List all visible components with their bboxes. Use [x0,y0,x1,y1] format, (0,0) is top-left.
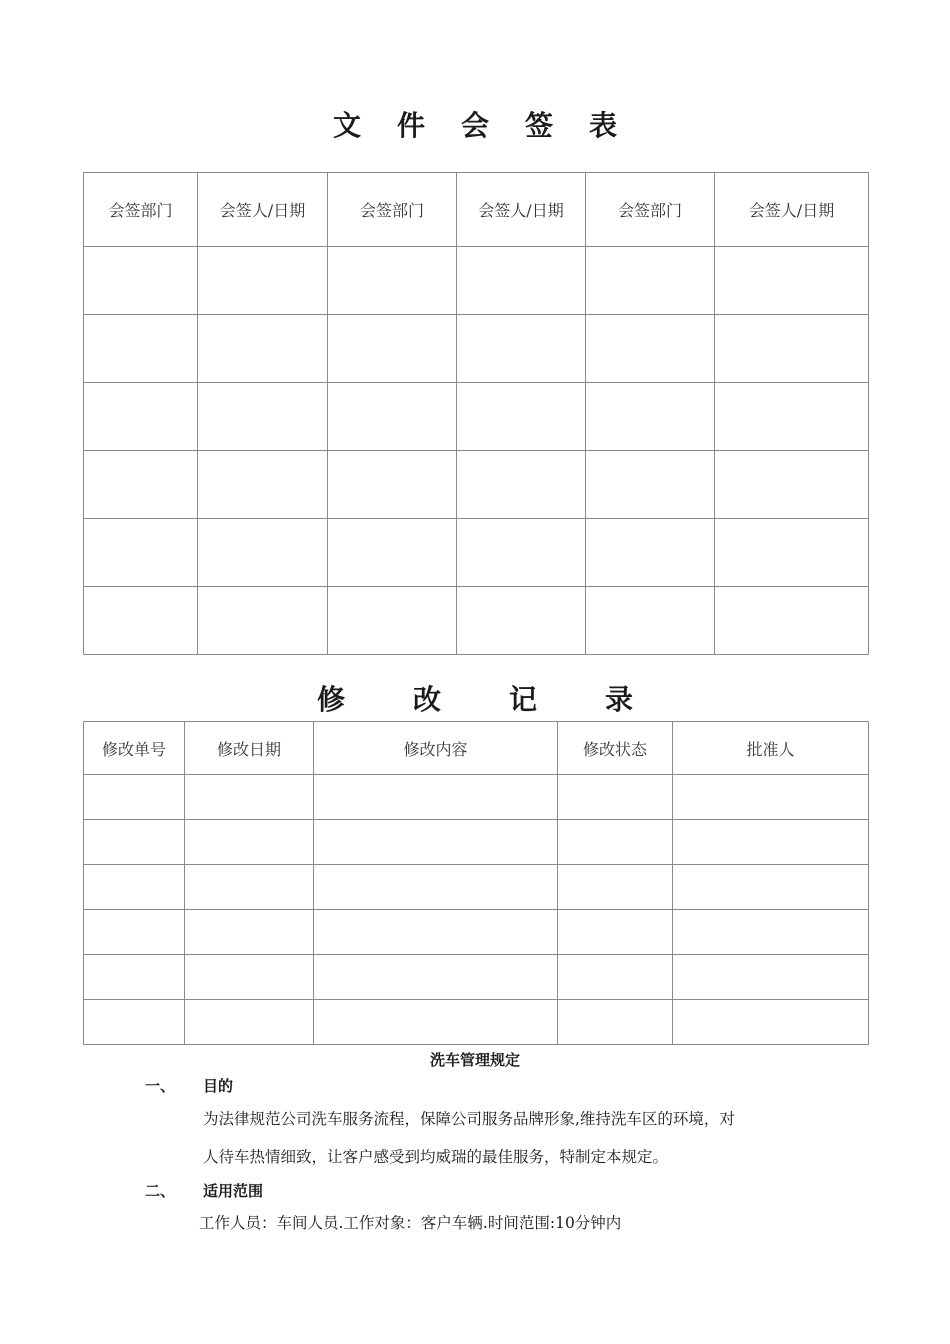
title-char: 改 [412,683,441,716]
table-cell[interactable] [328,587,457,655]
table-cell[interactable] [715,315,869,383]
table-cell[interactable] [84,955,185,1000]
table-cell[interactable] [558,910,673,955]
column-header: 会签人/日期 [198,173,328,247]
column-header: 会签部门 [586,173,715,247]
table-cell[interactable] [457,383,586,451]
table-cell[interactable] [84,383,198,451]
table-cell[interactable] [558,1000,673,1045]
table-row [84,587,869,655]
countersign-table [83,172,869,655]
table-row [84,451,869,519]
table-cell[interactable] [673,865,869,910]
table-row [84,910,869,955]
table-cell[interactable] [715,519,869,587]
column-header: 会签部门 [84,173,198,247]
sign-table-title [0,104,950,144]
table-row [84,315,869,383]
table-cell[interactable] [185,955,314,1000]
column-header: 会签人/日期 [715,173,869,247]
table-cell[interactable] [84,315,198,383]
title-char: 表 [589,109,618,142]
table-cell[interactable] [84,247,198,315]
table-cell[interactable] [457,247,586,315]
table-cell[interactable] [457,519,586,587]
column-header: 修改内容 [314,722,558,775]
table-cell[interactable] [84,820,185,865]
table-cell[interactable] [586,247,715,315]
table-row [84,383,869,451]
table-cell[interactable] [558,865,673,910]
paragraph-line: 为法律规范公司洗车服务流程，保障公司服务品牌形象,维持洗车区的环境，对 [203,1110,735,1128]
table-cell[interactable] [558,955,673,1000]
table-cell[interactable] [586,383,715,451]
table-cell[interactable] [84,865,185,910]
table-row [84,865,869,910]
section-title: 适用范围 [203,1182,264,1200]
title-char: 修 [316,683,345,716]
table-cell[interactable] [84,587,198,655]
paragraph-line: 工作人员：车间人员.工作对象：客户车辆.时间范围:10分钟内 [199,1214,622,1232]
table-cell[interactable] [673,955,869,1000]
table-cell[interactable] [185,820,314,865]
title-char: 件 [396,109,425,142]
title-char: 会 [460,109,489,142]
section-number: 一、 [145,1077,176,1095]
table-cell[interactable] [198,315,328,383]
table-cell[interactable] [586,451,715,519]
title-char: 签 [525,109,554,142]
header-row [84,173,869,247]
table-cell[interactable] [314,910,558,955]
table-cell[interactable] [715,383,869,451]
table-cell[interactable] [586,315,715,383]
column-header: 会签人/日期 [457,173,586,247]
table-cell[interactable] [84,451,198,519]
table-cell[interactable] [558,820,673,865]
table-cell[interactable] [314,955,558,1000]
table-cell[interactable] [314,775,558,820]
table-cell[interactable] [673,910,869,955]
table-cell[interactable] [328,247,457,315]
table-row [84,955,869,1000]
table-cell[interactable] [84,910,185,955]
table-cell[interactable] [84,775,185,820]
table-cell[interactable] [673,775,869,820]
table-cell[interactable] [715,587,869,655]
table-row [84,775,869,820]
table-cell[interactable] [328,519,457,587]
title-char: 记 [509,683,538,716]
header-row [84,722,869,775]
column-header: 修改日期 [185,722,314,775]
column-header: 修改单号 [84,722,185,775]
table-row [84,820,869,865]
table-cell[interactable] [198,451,328,519]
table-cell[interactable] [328,451,457,519]
table-cell[interactable] [314,820,558,865]
table-cell[interactable] [84,1000,185,1045]
table-cell[interactable] [314,865,558,910]
document-title: 洗车管理规定 [429,1051,520,1069]
table-cell[interactable] [715,247,869,315]
revision-record-table [83,721,869,1045]
table-cell[interactable] [185,865,314,910]
table-cell[interactable] [457,451,586,519]
table-row [84,247,869,315]
table-cell[interactable] [198,383,328,451]
title-char: 录 [605,683,634,716]
table-cell[interactable] [198,587,328,655]
table-cell[interactable] [457,315,586,383]
table-cell[interactable] [198,247,328,315]
paragraph-line: 人待车热情细致，让客户感受到均威瑞的最佳服务，特制定本规定。 [203,1148,669,1166]
table-cell[interactable] [198,519,328,587]
table-cell[interactable] [314,1000,558,1045]
table-cell[interactable] [185,910,314,955]
table-cell[interactable] [558,775,673,820]
table-cell[interactable] [185,775,314,820]
table-cell[interactable] [673,1000,869,1045]
table-cell[interactable] [673,820,869,865]
table-row [84,519,869,587]
column-header: 修改状态 [558,722,673,775]
table-cell[interactable] [715,451,869,519]
section-title: 目的 [203,1077,234,1095]
column-header: 会签部门 [328,173,457,247]
table-cell[interactable] [328,315,457,383]
table-row [84,1000,869,1045]
table-cell[interactable] [185,1000,314,1045]
table-cell[interactable] [328,383,457,451]
table-cell[interactable] [457,587,586,655]
table-cell[interactable] [84,519,198,587]
revision-table-title [0,678,950,718]
table-cell[interactable] [586,587,715,655]
title-char: 文 [332,109,361,142]
section-number: 二、 [145,1182,176,1200]
table-cell[interactable] [586,519,715,587]
column-header: 批准人 [673,722,869,775]
